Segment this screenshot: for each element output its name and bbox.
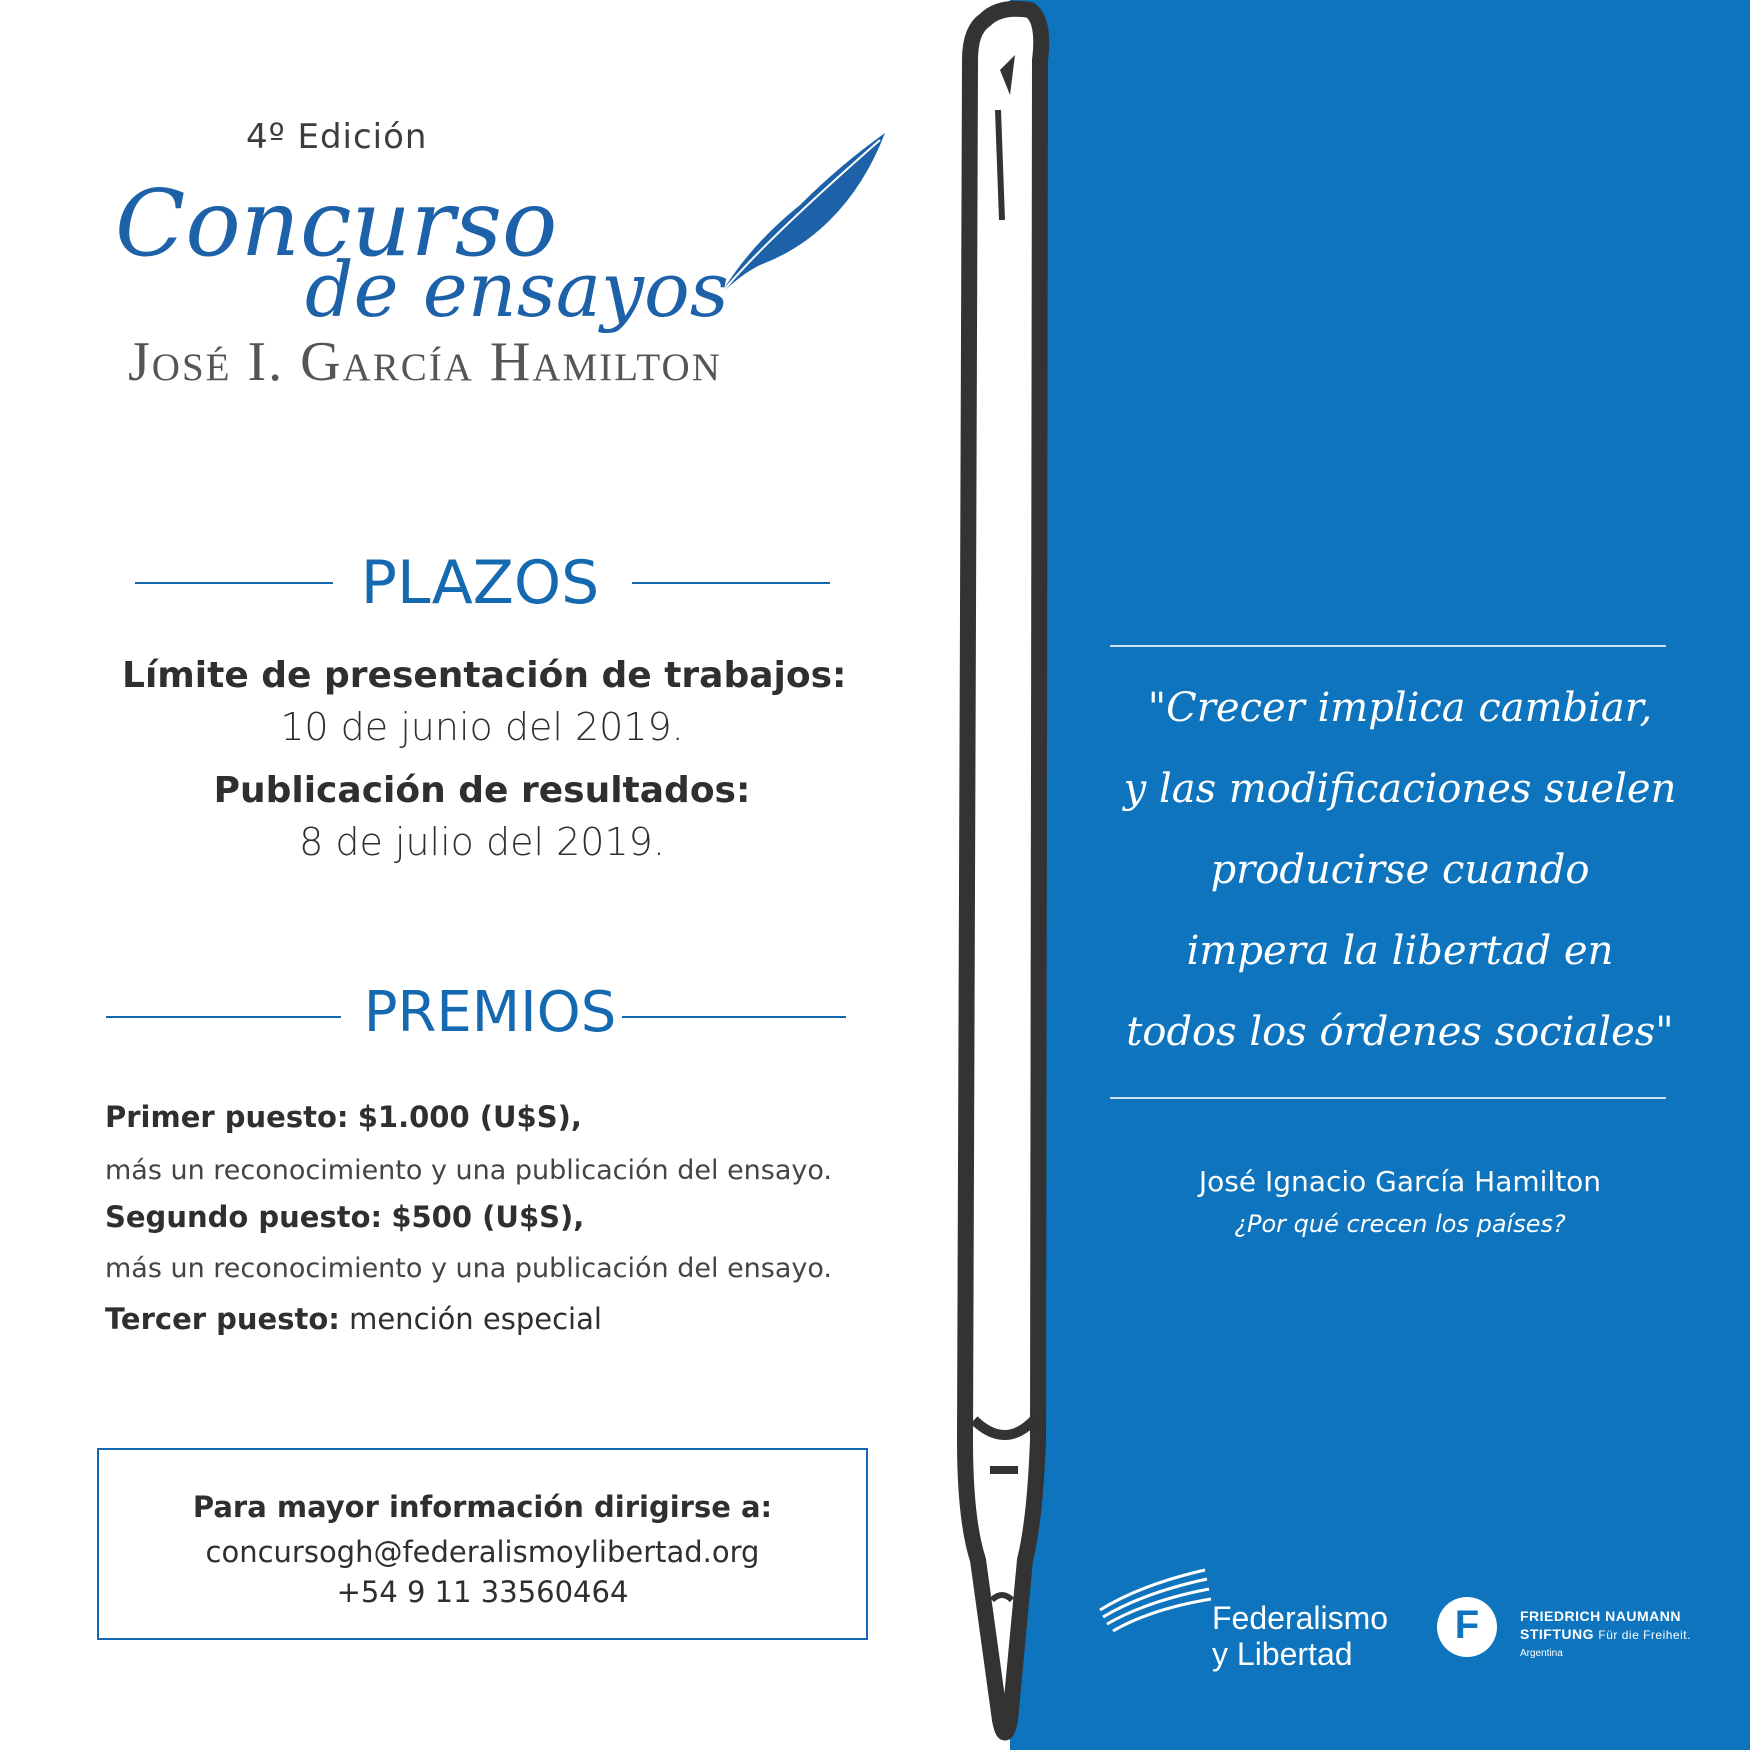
premios-rule-right (622, 1016, 846, 1018)
fnf-badge-letter: F (1454, 1603, 1480, 1647)
deadline-label: Límite de presentación de trabajos: (122, 655, 847, 696)
prize-second-amount: $500 (U$S), (391, 1200, 585, 1234)
quote-line-4: impera la libertad en (1186, 928, 1614, 974)
fyl-logo-line-1: Federalismo (1212, 1600, 1389, 1636)
fyl-logo-line-2: y Libertad (1212, 1636, 1353, 1672)
contact-phone[interactable]: +54 9 11 33560464 (336, 1575, 629, 1609)
fnf-logo-tagline: Für die Freiheit. (1598, 1628, 1691, 1642)
quote-author: José Ignacio García Hamilton (1198, 1165, 1602, 1198)
prize-first (105, 1100, 582, 1134)
prize-first-detail: más un reconocimiento y una publicación del ensayo. (105, 1155, 833, 1186)
deadline-value: 10 de junio del 2019. (280, 705, 684, 749)
contact-email[interactable]: concursogh@federalismoylibertad.org (205, 1535, 760, 1569)
quote-line-3: producirse cuando (1210, 847, 1590, 893)
fnf-logo-line-1: FRIEDRICH NAUMANN (1520, 1608, 1681, 1624)
plazos-rule-left (135, 582, 333, 584)
pencil-icon (930, 0, 1080, 1750)
honoree-name: José I. García Hamilton (128, 331, 722, 393)
quote-line-2: y las modificaciones suelen (1123, 766, 1677, 812)
fnf-logo-stiftung: STIFTUNG (1520, 1626, 1594, 1642)
prize-first-label: Primer puesto: (105, 1100, 349, 1134)
premios-heading: PREMIOS (363, 980, 617, 1045)
premios-rule-left (106, 1016, 341, 1018)
quote-rule-top (1110, 645, 1666, 647)
title-line-1: Concurso (115, 170, 558, 277)
prize-third-label: Tercer puesto: (105, 1302, 340, 1336)
open-book-icon (1095, 1565, 1215, 1635)
prize-third-amount: mención especial (349, 1302, 602, 1336)
contact-heading: Para mayor información dirigirse a: (192, 1490, 773, 1524)
quote-rule-bottom (1110, 1097, 1666, 1099)
prize-first-amount: $1.000 (U$S), (357, 1100, 582, 1134)
fnf-badge-icon (1437, 1597, 1497, 1657)
prize-second-detail: más un reconocimiento y una publicación del ensayo. (105, 1253, 833, 1284)
prize-third (105, 1302, 602, 1336)
results-value: 8 de julio del 2019. (299, 820, 665, 864)
edition-label: 4º Edición (246, 117, 428, 157)
quill-icon (690, 125, 890, 305)
prize-second (105, 1200, 584, 1234)
quote-line-1: "Crecer implica cambiar, (1147, 685, 1653, 731)
quote-line-5: todos los órdenes sociales" (1126, 1009, 1674, 1055)
prize-second-label: Segundo puesto: (105, 1200, 383, 1234)
plazos-rule-right (632, 582, 830, 584)
title-line-2: de ensayos (305, 245, 729, 334)
results-label: Publicación de resultados: (213, 770, 751, 811)
fnf-logo-line-2 (1520, 1626, 1691, 1642)
quote-source: ¿Por qué crecen los países? (1234, 1210, 1566, 1238)
plazos-heading: PLAZOS (360, 548, 600, 618)
fnf-logo-line-3: Argentina (1520, 1648, 1563, 1659)
